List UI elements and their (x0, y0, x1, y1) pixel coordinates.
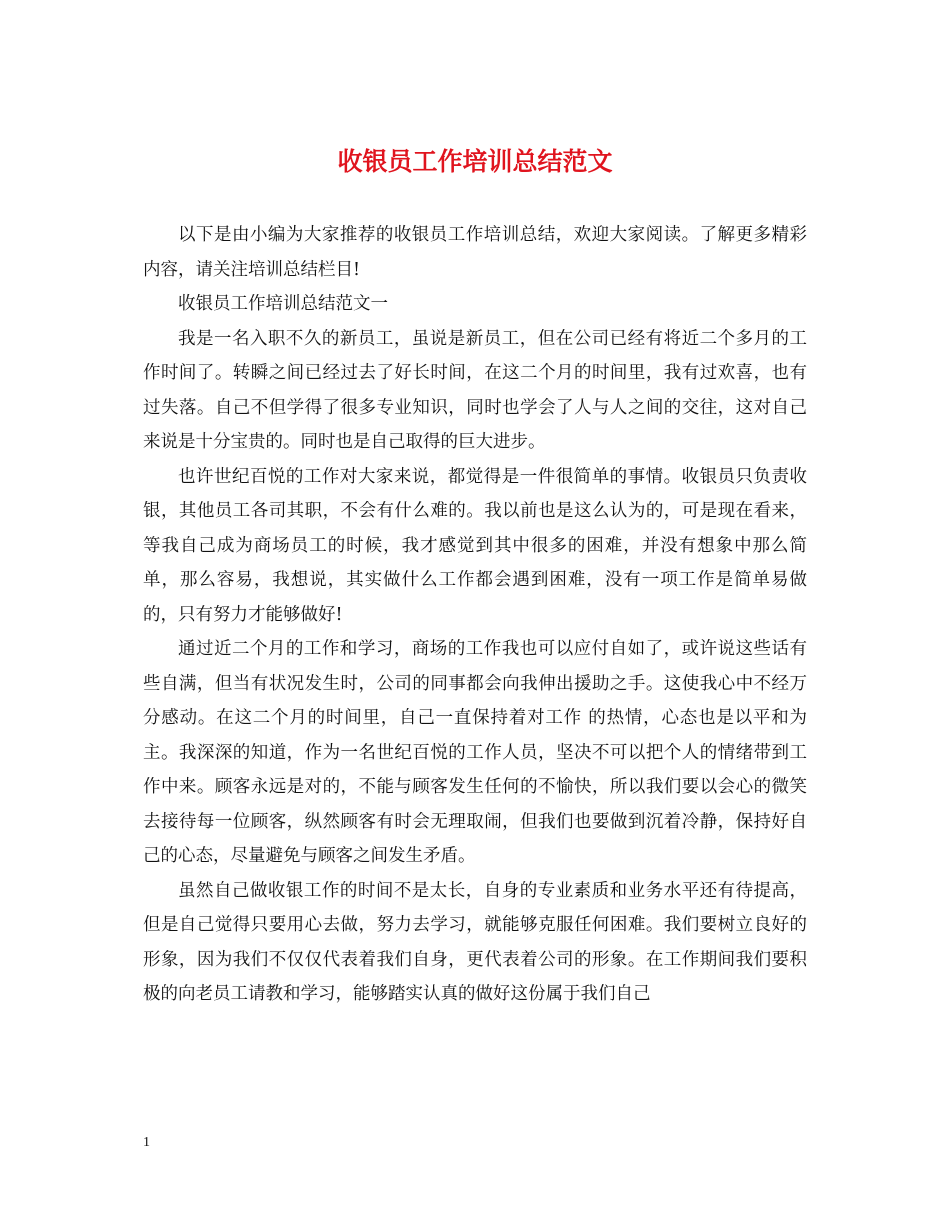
intro-paragraph: 以下是由小编为大家推荐的收银员工作培训总结，欢迎大家阅读。了解更多精彩内容，请关注培训总结栏目! (143, 225, 807, 280)
body-paragraph: 虽然自己做收银工作的时间不是太长，自身的专业素质和业务水平还有待提高，但是自己觉得只要用心去做，努力去学习，就能够克服任何困难。我们要树立良好的形象，因为我们不仅仅代表着我们自身，更代表着公司的形象。在工作期间我们要积极的向老员工请教和学习，能够踏实认真的做好这份属于我们自己 (143, 880, 807, 1004)
document-body (143, 218, 807, 1012)
body-paragraph: 我是一名入职不久的新员工，虽说是新员工，但在公司已经有将近二个多月的工作时间了。转瞬之间已经过去了好长时间，在这二个月的时间里，我有过欢喜，也有过失落。自己不但学得了很多专业知识，同时也学会了人与人之间的交往，这对自己来说是十分宝贵的。同时也是自己取得的巨大进步。 (143, 328, 807, 452)
document-title: 收银员工作培训总结范文 (337, 147, 613, 176)
body-paragraph: 也许世纪百悦的工作对大家来说，都觉得是一件很简单的事情。收银员只负责收银，其他员工各司其职，不会有什么难的。我以前也是这么认为的，可是现在看来，等我自己成为商场员工的时候，我才感觉到其中很多的困难，并没有想象中那么简单，那么容易，我想说，其实做什么工作都会遇到困难，没有一项工作是简单易做的，只有努力才能够做好! (143, 466, 807, 625)
section-heading: 收银员工作培训总结范文一 (178, 294, 388, 314)
page-number: 1 (143, 1135, 150, 1150)
body-paragraph: 通过近二个月的工作和学习，商场的工作我也可以应付自如了，或许说这些话有些自满，但当有状况发生时，公司的同事都会向我伸出援助之手。这使我心中不经万分感动。在这二个月的时间里，自己一直保持着对工作 的热情，心态也是以平和为主。我深深的知道，作为一名世纪百悦的工作人员，坚决不可以把个人的情绪带到工作中来。顾客永远是对的，不能与顾客发生任何的不愉快，所以我们要以会心的微笑去接待每一位顾客，纵然顾客有时会无理取闹，但我们也要做到沉着冷静，保持好自己的心态，尽量避免与顾客之间发生矛盾。 (143, 639, 807, 866)
